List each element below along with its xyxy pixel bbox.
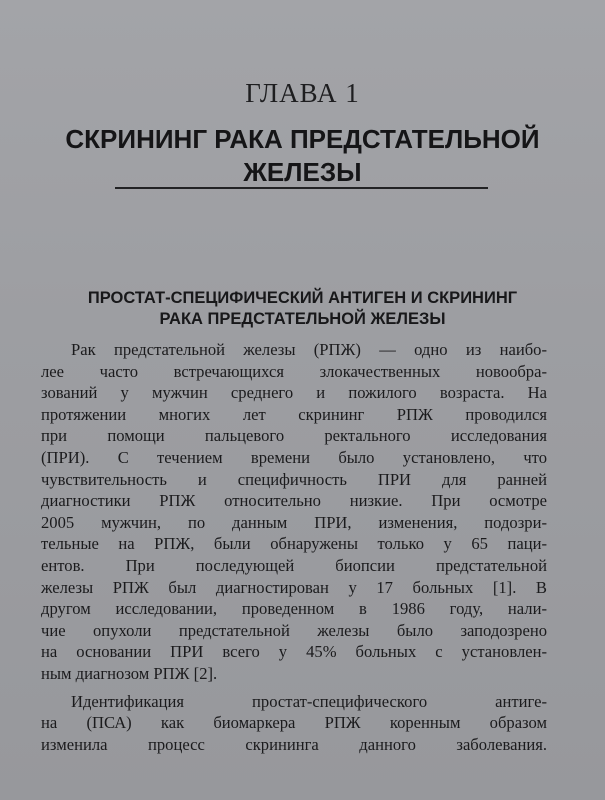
- chapter-title: [40, 123, 565, 189]
- chapter-label: ГЛАВА 1: [245, 78, 360, 108]
- text-line: другом исследовании, проведенном в 1986 году, нали-: [41, 599, 547, 619]
- text-line: чие опухоли предстательной железы было заподозрено: [41, 620, 547, 640]
- paragraph-2: [41, 691, 547, 756]
- paragraph-1: [41, 339, 547, 685]
- chapter-title-line-2: ЖЕЛЕЗЫ: [243, 157, 362, 187]
- section-heading-line-2: РАКА ПРЕДСТАТЕЛЬНОЙ ЖЕЛЕЗЫ: [159, 310, 446, 328]
- text-line: при помощи пальцевого ректального исследования: [41, 426, 547, 446]
- text-line: Идентификация простат-специфического антиге-: [71, 691, 547, 711]
- text-line: ентов. При последующей биопсии предстательной: [41, 555, 547, 575]
- text-line: (ПРИ). С течением времени было установлено, что: [41, 447, 547, 467]
- section-heading-line-1: ПРОСТАТ-СПЕЦИФИЧЕСКИЙ АНТИГЕН И СКРИНИНГ: [87, 289, 518, 307]
- text-line: ным диагнозом РПЖ [2].: [41, 663, 218, 683]
- text-line: диагностики РПЖ относительно низкие. При осмотре: [41, 491, 547, 511]
- text-line: на (ПСА) как биомаркера РПЖ коренным образом: [41, 713, 547, 733]
- text-line: изменила процесс скрининга данного заболевания.: [41, 734, 547, 754]
- text-line: Рак предстательной железы (РПЖ) — одно из наибо-: [71, 340, 547, 359]
- title-divider: [115, 187, 488, 189]
- text-line: лее часто встречающихся злокачественных новообра-: [41, 361, 547, 381]
- chapter-title-line-1: СКРИНИНГ РАКА ПРЕДСТАТЕЛЬНОЙ: [65, 124, 540, 154]
- text-line: тельные на РПЖ, были обнаружены только у 65 паци-: [41, 534, 547, 554]
- text-line: зований у мужчин среднего и пожилого возраста. На: [41, 383, 547, 403]
- text-line: на основании ПРИ всего у 45% больных с установлен-: [41, 642, 547, 662]
- text-line: протяжении многих лет скрининг РПЖ проводился: [41, 404, 547, 424]
- text-line: 2005 мужчин, по данным ПРИ, изменения, подозри-: [41, 512, 547, 532]
- body-text: [41, 339, 547, 755]
- text-line: железы РПЖ был диагностирован у 17 больных [1]. В: [41, 577, 547, 597]
- section-heading: [45, 288, 560, 330]
- text-line: чувствительность и специфичность ПРИ для ранней: [41, 469, 547, 489]
